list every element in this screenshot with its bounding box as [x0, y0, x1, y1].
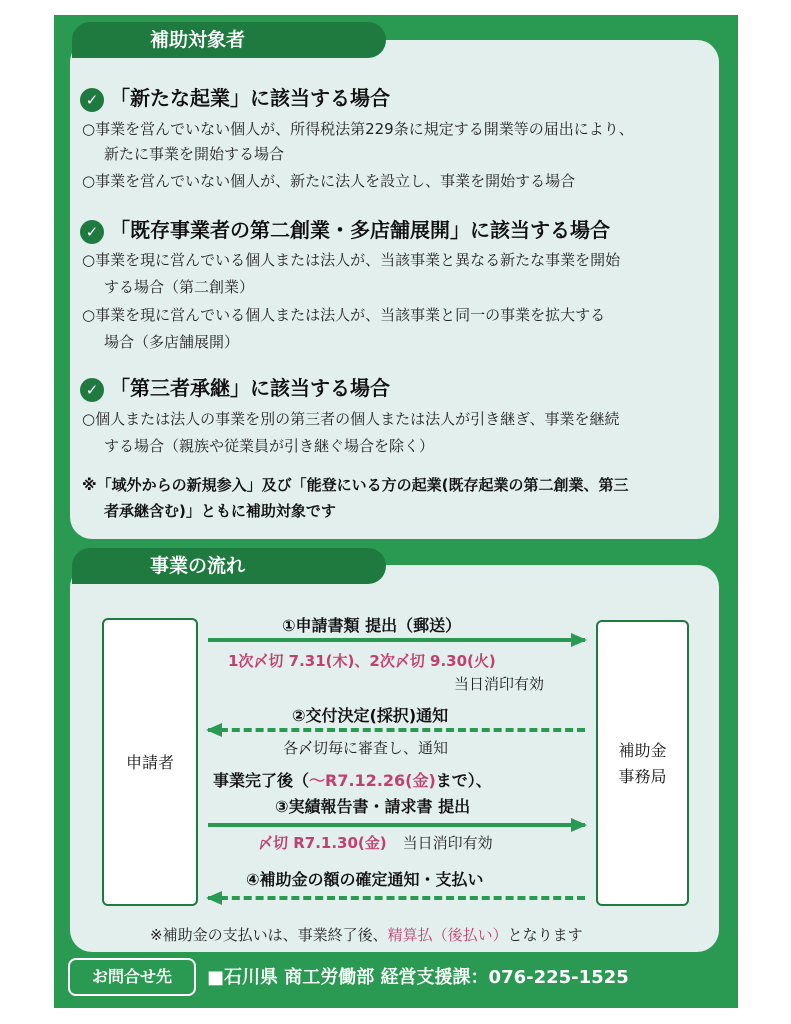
case-line: する場合（親族や従業員が引き継ぐ場合を除く） — [104, 437, 435, 455]
step3-deadline: 〆切 R7.1.30(金) 当日消印有効 — [258, 834, 493, 852]
eligibility-note: ※「域外からの新規参入」及び「能登にいる方の起業(既存起業の第二創業、第三 — [82, 476, 629, 494]
office-label-line2: 事務局 — [618, 767, 667, 786]
eligibility-note: 者承継含む)」ともに補助対象です — [104, 502, 336, 520]
check-circle-icon: ✓ — [80, 220, 104, 244]
contact-label-box: お問合せ先 — [68, 958, 196, 996]
case-heading-succession: ✓ 「第三者承継」に該当する場合 — [80, 372, 390, 402]
arrow-head-left-icon — [206, 723, 222, 737]
step1-deadline: 1次〆切 7.31(木)、2次〆切 9.30(火) — [228, 652, 496, 670]
case-line: 場合（多店舗展開） — [104, 333, 240, 351]
check-circle-icon: ✓ — [80, 378, 104, 402]
step3-completion: 事業完了後（～R7.12.26(金)まで）、 — [213, 771, 492, 790]
eligibility-tab-title: 補助対象者 — [72, 22, 386, 58]
step4-label: ④補助金の額の確定通知・支払い — [246, 870, 484, 889]
case-line: ○事業を現に営んでいる個人または法人が、当該事業と異なる新たな事業を開始 — [82, 251, 621, 269]
arrow-to-applicant — [208, 896, 585, 900]
flow-tab-title: 事業の流れ — [72, 548, 386, 584]
step1-postmark: 当日消印有効 — [454, 675, 545, 693]
case-heading-new-startup: ✓ 「新たな起業」に該当する場合 — [80, 82, 390, 112]
case-line: 新たに事業を開始する場合 — [104, 145, 285, 163]
case-line: ○事業を営んでいない個人が、所得税法第229条に規定する開業等の届出により、 — [82, 120, 634, 138]
step3-label: ③実績報告書・請求書 提出 — [275, 797, 471, 816]
arrow-head-right-icon — [571, 818, 587, 832]
step1-label: ①申請書類 提出（郵送） — [282, 616, 462, 635]
office-label-line1: 補助金 — [618, 741, 667, 760]
step2-sub: 各〆切毎に審査し、通知 — [283, 739, 449, 757]
case-line: ○個人または法人の事業を別の第三者の個人または法人が引き継ぎ、事業を継続 — [82, 410, 620, 428]
arrow-to-applicant — [208, 728, 585, 732]
case-line: ○事業を営んでいない個人が、新たに法人を設立し、事業を開始する場合 — [82, 172, 576, 190]
arrow-head-right-icon — [571, 633, 587, 647]
arrow-to-office — [208, 823, 585, 827]
contact-info: ■石川県 商工労働部 経営支援課：076-225-1525 — [207, 967, 629, 988]
case-line: する場合（第二創業） — [104, 278, 255, 296]
arrow-to-office — [208, 638, 585, 642]
check-circle-icon: ✓ — [80, 88, 104, 112]
arrow-head-left-icon — [206, 891, 222, 905]
payment-footnote: ※補助金の支払いは、事業終了後、精算払（後払い）となります — [150, 926, 583, 944]
case-line: ○事業を現に営んでいる個人または法人が、当該事業と同一の事業を拡大する — [82, 306, 606, 324]
applicant-label: 申請者 — [125, 753, 174, 772]
office-box — [596, 620, 689, 906]
step2-label: ②交付決定(採択)通知 — [292, 706, 449, 725]
case-heading-second-startup: ✓ 「既存事業者の第二創業・多店舗展開」に該当する場合 — [80, 214, 610, 244]
